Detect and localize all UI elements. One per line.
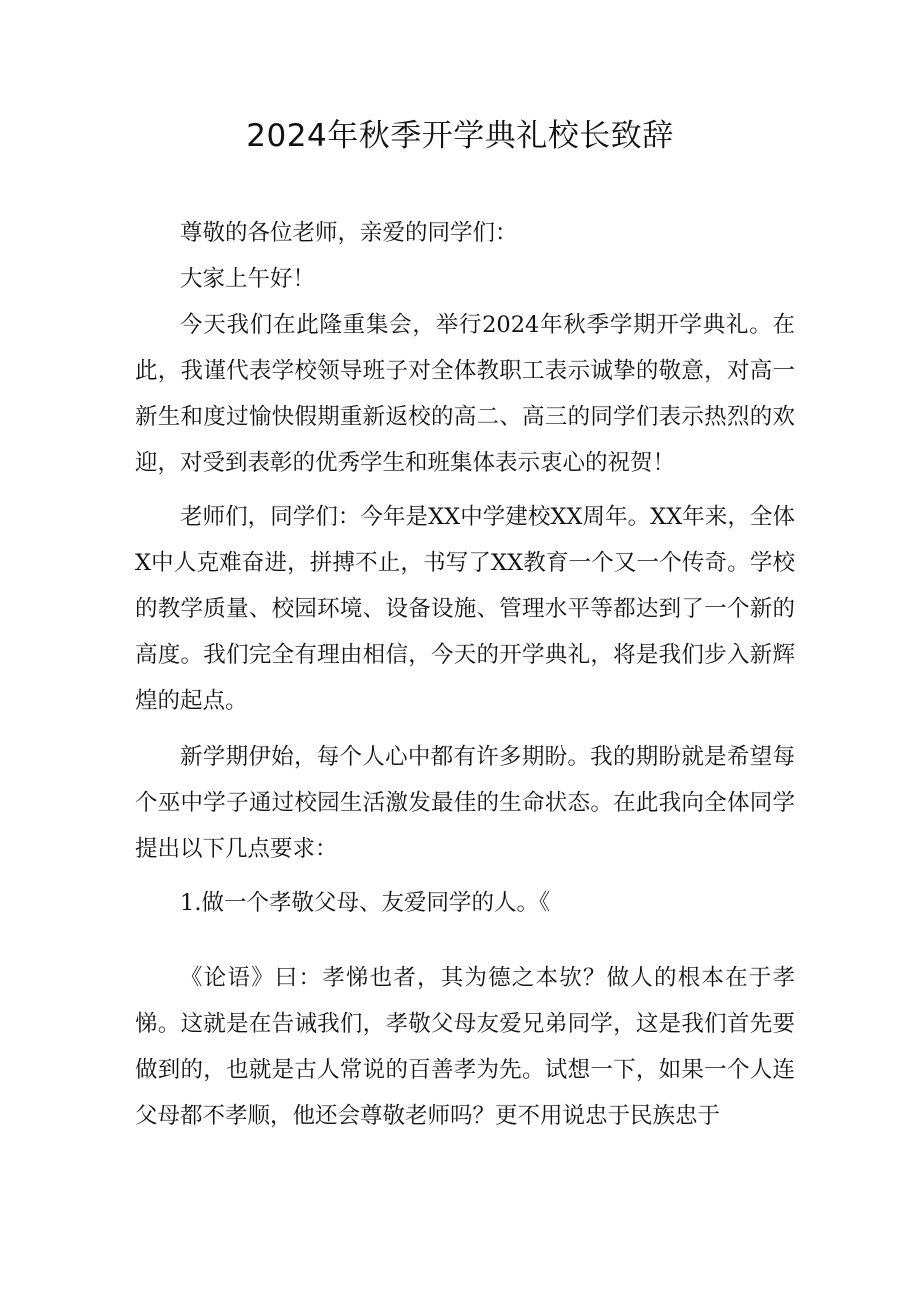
requirement-item-1: 1.做一个孝敬父母、友爱同学的人。《 xyxy=(180,890,551,916)
paragraph-anniversary: 老师们，同学们：今年是XX中学建校XX周年。XX年来，全体X中人克难奋进，拼搏不止，书写了XX教育一个又一个传奇。学校的教学质量、校园环境、设备设施、管理水平等都达到了一个新的高度。我们完全有理由相信，今天的开学典礼，将是我们步入新辉煌的起点。 xyxy=(135,504,795,714)
paragraph-welcome: 今天我们在此隆重集会，举行2024年秋季学期开学典礼。在此，我谨代表学校领导班子对全体教职工表示诚挚的敬意，对高一新生和度过愉快假期重新返校的高二、高三的同学们表示热烈的欢迎，对受到表彰的优秀学生和班集体表示衷心的祝贺！ xyxy=(135,312,795,476)
opening-greeting: 大家上午好！ xyxy=(180,266,316,292)
paragraph-expectations: 新学期伊始，每个人心中都有许多期盼。我的期盼就是希望每个巫中学子通过校园生活激发最佳的生命状态。在此我向全体同学提出以下几点要求： xyxy=(135,744,795,862)
salutation: 尊敬的各位老师，亲爱的同学们： xyxy=(180,220,518,246)
paragraph-analects: 《论语》曰：孝悌也者，其为德之本欤？做人的根本在于孝悌。这就是在告诫我们，孝敬父母友爱兄弟同学，这是我们首先要做到的，也就是古人常说的百善孝为先。试想一下，如果一个人连父母都不孝顺，他还会尊敬老师吗？更不用说忠于民族忠于 xyxy=(135,965,795,1129)
document-title: 2024年秋季开学典礼校长致辞 xyxy=(246,118,674,154)
